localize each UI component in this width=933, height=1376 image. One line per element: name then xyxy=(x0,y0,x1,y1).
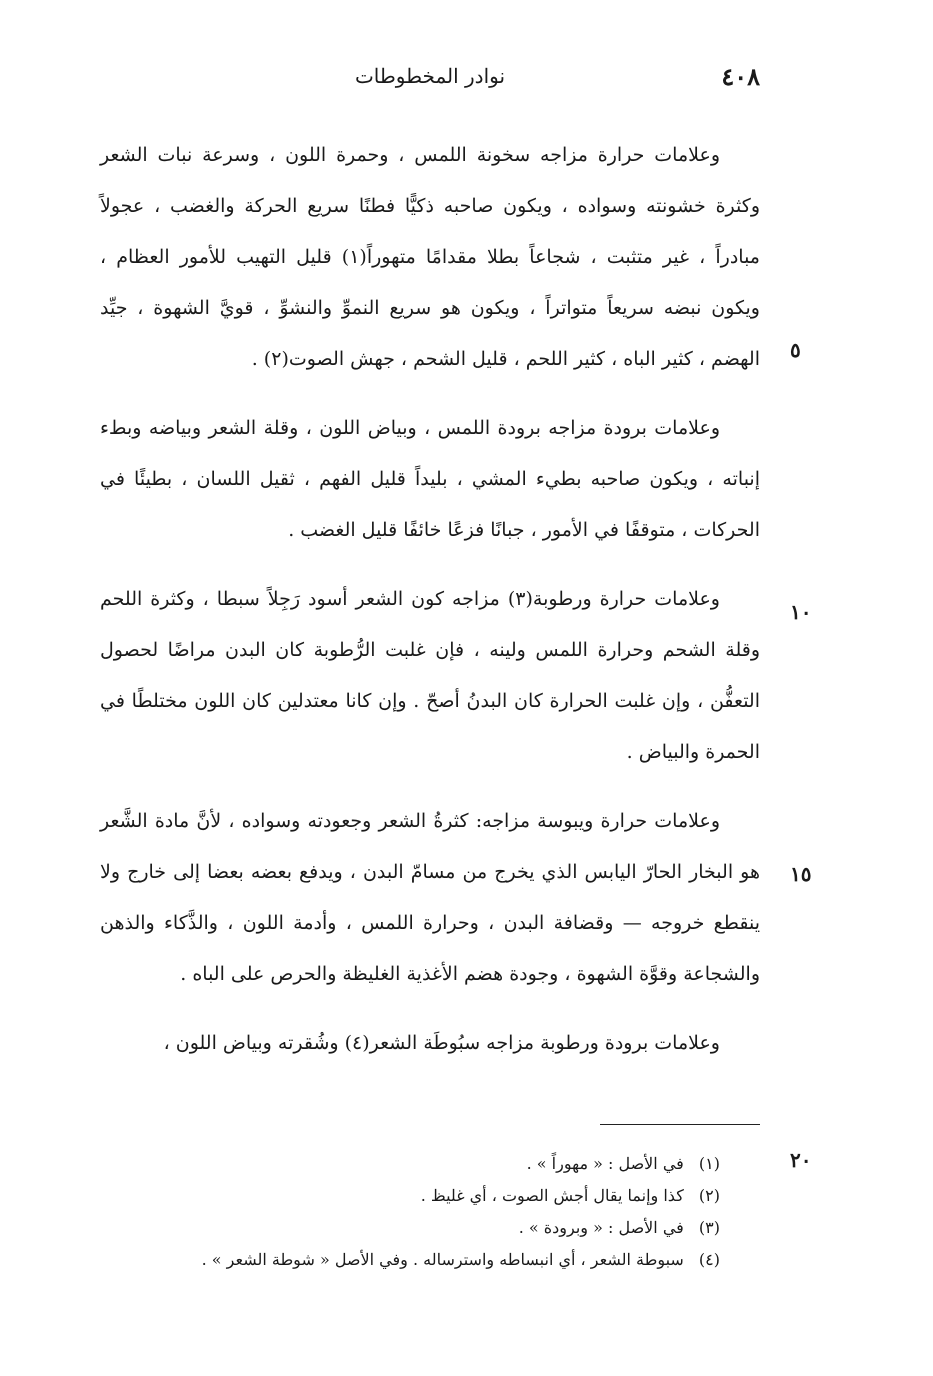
footnote-text: في الأصل : « مهوراً » . xyxy=(526,1154,684,1173)
footnote-text: سبوطة الشعر ، أي انبساطه واسترساله . وفي الأصل « شوطة الشعر » . xyxy=(201,1250,684,1269)
footnote-4 xyxy=(100,1244,720,1276)
footnotes xyxy=(100,1148,720,1276)
footnote-text: في الأصل : « وبرودة » . xyxy=(518,1218,684,1237)
page-number: ٤٠٨ xyxy=(721,62,760,91)
running-head: نوادر المخطوطات xyxy=(354,64,506,88)
page-header xyxy=(100,62,760,102)
line-number-5: ٥ xyxy=(790,338,801,362)
footnote-text: كذا وإنما يقال أجش الصوت ، أي غليظ . xyxy=(420,1186,684,1205)
line-number-20: ٢٠ xyxy=(790,1148,812,1172)
footnote-mark: (١) xyxy=(698,1154,720,1173)
line-number-10: ١٠ xyxy=(790,600,812,624)
paragraph-cold-temperament: وعلامات برودة مزاجه برودة اللمس ، وبياض اللون ، وقلة الشعر وبياضه وبطء إنباته ، ويكون صاحبه بطيء المشي ، بليداً قليل الفهم ، ثقيل اللسان ، بطيئًا في الحركات ، متوقفًا في الأمور ، جبانًا فزعًا خائفًا قليل الغضب . xyxy=(100,417,760,541)
footnote-mark: (٤) xyxy=(698,1250,720,1269)
line-number-15: ١٥ xyxy=(790,862,812,886)
paragraph-cold-moist-temperament: وعلامات برودة ورطوبة مزاجه سبُوطَة الشعر(٤) وشُقرته وبياض اللون ، xyxy=(163,1032,720,1054)
paragraph-hot-dry-temperament: وعلامات حرارة ويبوسة مزاجه: كثرةُ الشعر وجعودته وسواده ، لأنَّ مادة الشَّعر هو البخار الحارّ اليابس الذي يخرج من مسامّ البدن ، ويدفع بعضه بعضا إلى خارج ولا ينقطع خروجه — وقضافة البدن ، وحرارة اللمس ، وأدمة اللون ، والذَّكاء والذهن والشجاعة وقوَّة الشهوة ، وجودة هضم الأغذية الغليظة والحرص على الباه . xyxy=(100,810,760,985)
footnote-mark: (٢) xyxy=(698,1186,720,1205)
paragraph-hot-moist-temperament: وعلامات حرارة ورطوبة(٣) مزاجه كون الشعر أسود رَجِلاً سبطا ، وكثرة اللحم وقلة الشحم وحرارة اللمس ولينه ، فإن غلبت الرُّطوبة كان البدن مراضًا لحصول التعفُّن ، وإن غلبت الحرارة كان البدنُ أصحّ . وإن كانا معتدلين كان اللون مختلطًا في الحمرة والبياض . xyxy=(100,588,760,763)
body-text xyxy=(100,130,760,1087)
footnote-3 xyxy=(100,1212,720,1244)
footnote-1 xyxy=(100,1148,720,1180)
footnote-divider xyxy=(600,1124,760,1125)
footnote-mark: (٣) xyxy=(698,1218,720,1237)
footnote-2 xyxy=(100,1180,720,1212)
paragraph-hot-temperament: وعلامات حرارة مزاجه سخونة اللمس ، وحمرة اللون ، وسرعة نبات الشعر وكثرة خشونته وسواده ، ويكون صاحبه ذكيًّا فطنًا سريع الحركة والغضب ، عجولاً مبادراً ، غير متثبت ، شجاعاً بطلا مقدامًا متهوراً(١) قليل التهيب للأمور العظام ، ويكون نبضه سريعاً متواتراً ، ويكون هو سريع النموِّ والنشوِّ ، قويَّ الشهوة ، جيِّد الهضم ، كثير الباه ، كثير اللحم ، قليل الشحم ، جهش الصوت(٢) . xyxy=(100,144,760,370)
